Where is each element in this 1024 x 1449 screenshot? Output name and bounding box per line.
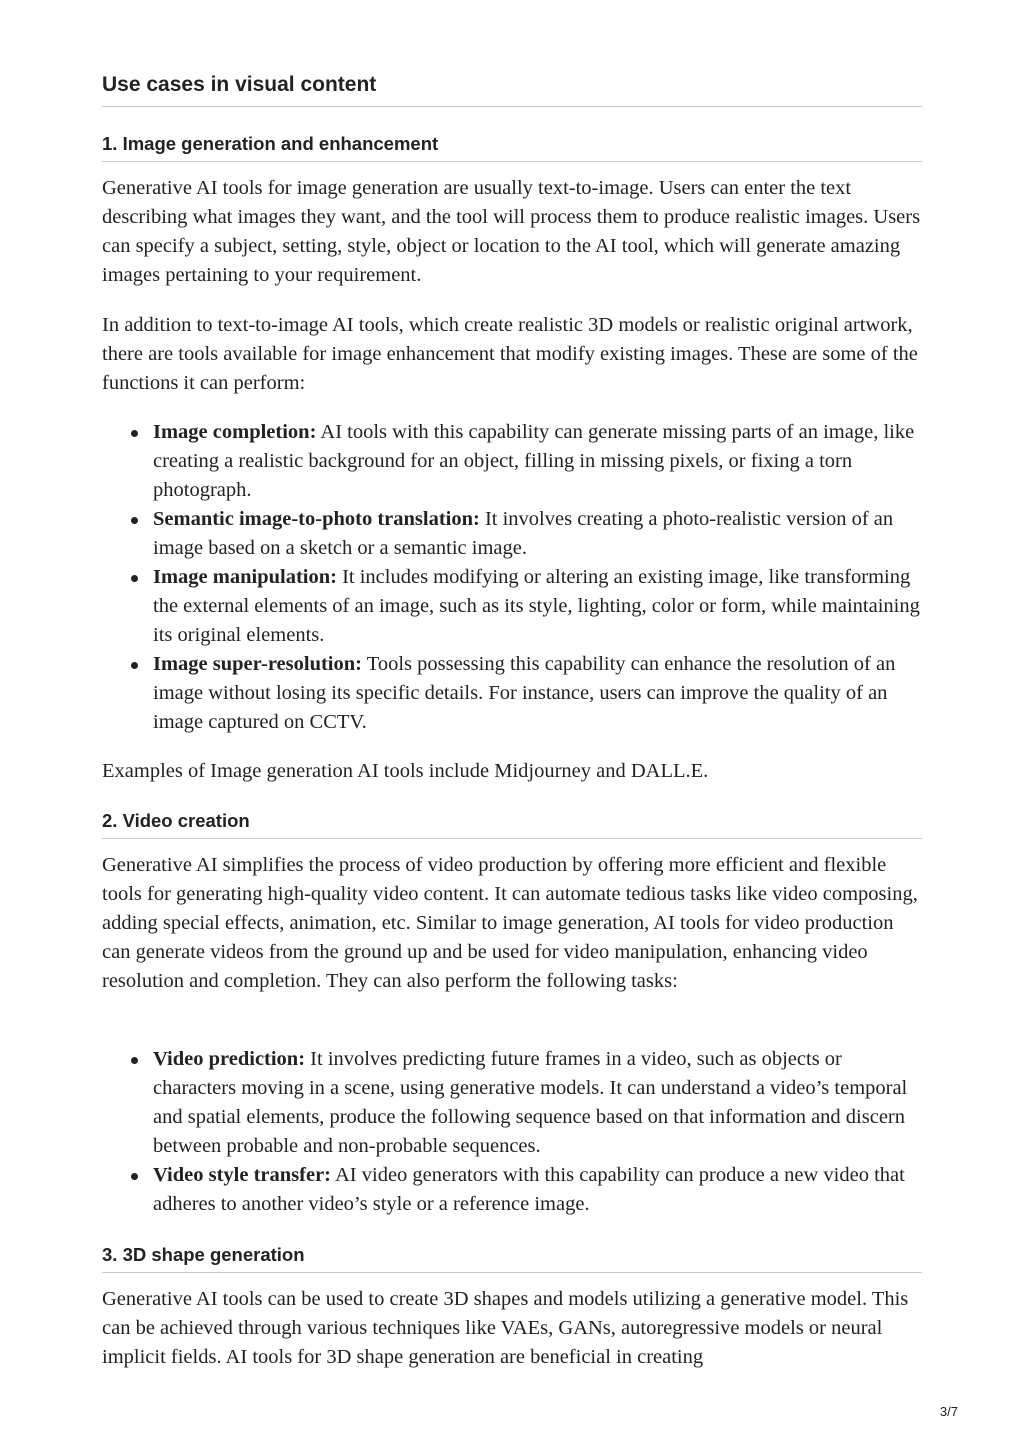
heading-3d-shape-generation: 3. 3D shape generation (102, 1242, 922, 1273)
bullet-text: It includes modifying or altering an existing image, like transforming the external elements of an image, such as its style, lighting, color or form, while maintaining its original elements. (153, 566, 920, 646)
heading-image-generation: 1. Image generation and enhancement (102, 131, 922, 162)
bullet-icon (131, 517, 138, 524)
paragraph-3d-shape-generation: Generative AI tools can be used to create 3D shapes and models utilizing a generative model. This can be achieved through various techniques like VAEs, GANs, autoregressive models or neural implicit fields. AI tools for 3D shape generation are beneficial in creating (102, 1288, 909, 1368)
bullet-icon (131, 575, 138, 582)
bullet-text: AI tools with this capability can generate missing parts of an image, like creating a realistic background for an object, filling in missing pixels, or fixing a torn photograph. (153, 421, 915, 501)
video-tasks-list (102, 1045, 922, 1219)
paragraph-image-enhancement: In addition to text-to-image AI tools, which create realistic 3D models or realistic original artwork, there are tools available for image enhancement that modify existing images. These are some of the functions it can perform: (102, 314, 918, 394)
bullet-icon (131, 662, 138, 669)
image-functions-list (102, 418, 922, 737)
bullet-icon (131, 430, 138, 437)
list-item (102, 1045, 922, 1161)
bullet-term: Image super-resolution: (153, 653, 362, 675)
list-item (102, 563, 922, 650)
bullet-text: It involves predicting future frames in a video, such as objects or characters moving in a scene, using generative models. It can understand a video’s temporal and spatial elements, produce the following sequence based on that information and discern between probable and non-probable sequences. (153, 1048, 908, 1157)
list-item (102, 1161, 922, 1219)
bullet-term: Video style transfer: (153, 1164, 331, 1186)
bullet-text: Tools possessing this capability can enhance the resolution of an image without losing its specific details. For instance, users can improve the quality of an image captured on CCTV. (153, 653, 896, 733)
list-item (102, 505, 922, 563)
bullet-text: AI video generators with this capability can produce a new video that adheres to another video’s style or a reference image. (153, 1164, 905, 1215)
paragraph-image-tools-examples: Examples of Image generation AI tools include Midjourney and DALL.E. (102, 760, 709, 782)
bullet-icon (131, 1057, 138, 1064)
list-item (102, 418, 922, 505)
bullet-term: Image completion: (153, 421, 317, 443)
bullet-icon (131, 1173, 138, 1180)
paragraph-image-generation-intro: Generative AI tools for image generation are usually text-to-image. Users can enter the text describing what images they want, and the tool will process them to produce realistic images. Users can specify a subject, setting, style, object or location to the AI tool, which will generate amazing images pertaining to your requirement. (102, 177, 921, 286)
paragraph-video-creation: Generative AI simplifies the process of video production by offering more efficient and flexible tools for generating high-quality video content. It can automate tedious tasks like video composing, adding special effects, animation, etc. Similar to image generation, AI tools for video production can generate videos from the ground up and be used for video manipulation, enhancing video resolution and completion. They can also perform the following tasks: (102, 854, 918, 992)
heading-video-creation: 2. Video creation (102, 808, 922, 839)
page-number: 3/7 (939, 1404, 958, 1419)
bullet-term: Image manipulation: (153, 566, 337, 588)
list-item (102, 650, 922, 737)
section-title: Use cases in visual content (102, 68, 922, 107)
bullet-term: Video prediction: (153, 1048, 306, 1070)
bullet-term: Semantic image-to-photo translation: (153, 508, 480, 530)
bullet-text: It involves creating a photo-realistic version of an image based on a sketch or a semantic image. (153, 508, 894, 559)
